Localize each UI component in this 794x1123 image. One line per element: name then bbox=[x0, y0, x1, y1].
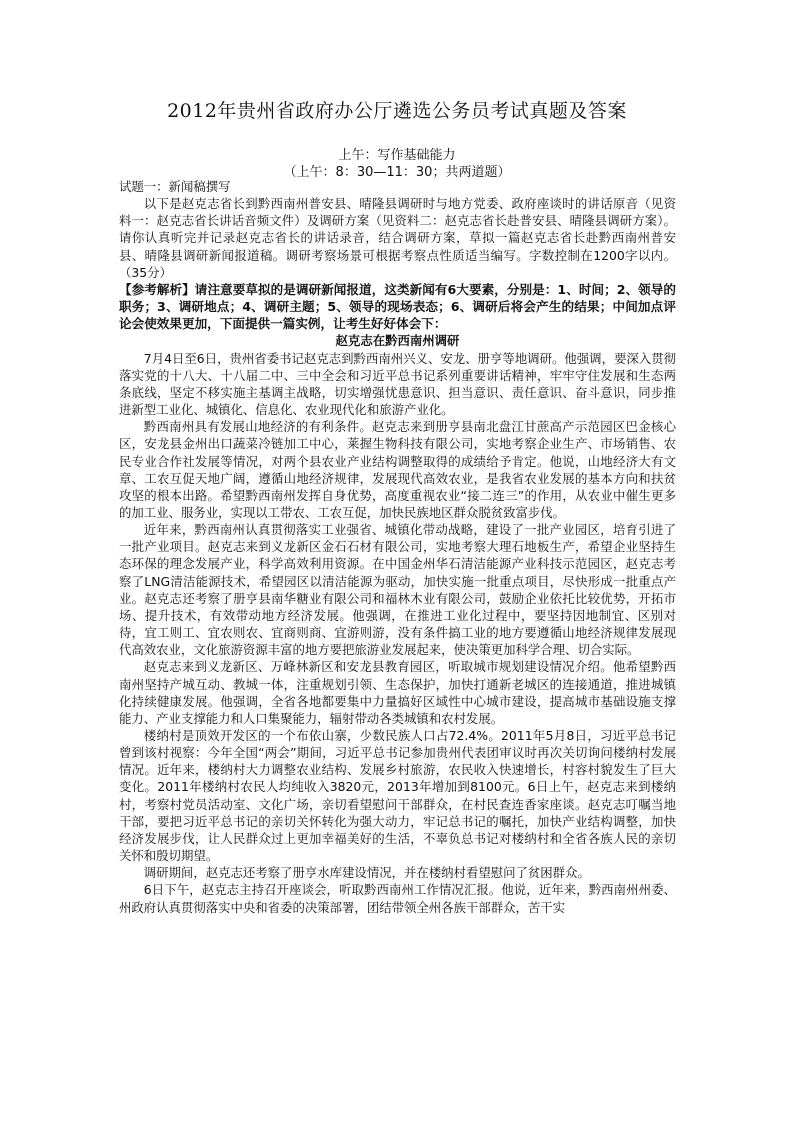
question-heading: 试题一：新闻稿撰写 bbox=[119, 179, 231, 194]
article-paragraph: 调研期间，赵克志还考察了册亨水库建设情况，并在楼纳村看望慰问了贫困群众。 bbox=[143, 865, 590, 881]
exam-subtitle: 上午：写作基础能力 bbox=[338, 148, 456, 163]
article-title: 赵克志在黔西南州调研 bbox=[335, 333, 460, 349]
reference-analysis: 【参考解析】请注意要草拟的是调研新闻报道，这类新闻有6大要素，分别是：1、时间；2、领导的职务；3、调研地点；4、调研主题；5、领导的现场表态；6、调研后将会产生的结果；中间加点评论会使效果更加，下面提供一篇实例，让考生好好体会下： bbox=[119, 281, 676, 332]
article-paragraph: 近年来，黔西南州认真贯彻落实工业强省、城镇化带动战略，建设了一批产业园区，培育引进了一批产业项目。赵克志来到义龙新区金石石材有限公司，实地考察大理石地板生产，希望企业坚持生态环保的理念发展产业，科学高效利用资源。在中国金州华石清洁能源产业科技示范园区，赵克志考察了LNG清洁能源技术，希望园区以清洁能源为驱动，加快实施一批重点项目，尽快形成一批重点产业。赵克志还考察了册亨县南华糖业有限公司和福林木业有限公司，鼓励企业依托比较优势，开拓市场、提升技术，有效带动地方经济发展。他强调，在推进工业化过程中，要坚持因地制宜、区别对待，宜工则工、宜农则农、宜商则商、宜游则游，没有条件搞工业的地方要遵循山地经济规律发展现代高效农业，文化旅游资源丰富的地方要把旅游业发展起来，使决策更加科学合理、切合实际。 bbox=[119, 522, 676, 658]
article-paragraph: 黔西南州具有发展山地经济的有利条件。赵克志来到册亨县南北盘江甘蔗高产示范园区巴金核心区，安龙县金州出口蔬菜冷链加工中心，莱握生物科技有限公司，实地考察企业生产、市场销售、农民专业合作社发展等情况，对两个县农业产业结构调整取得的成绩给予肯定。他说，山地经济大有文章、工农互促天地广阔，遵循山地经济规律，发展现代高效农业，是我省农业发展的基本方向和扶贫攻坚的根本出路。希望黔西南州发挥自身优势，高度重视农业“接二连三”的作用，从农业中催生更多的加工业、服务业，实现以工带农、工农互促，加快民族地区群众脱贫致富步伐。 bbox=[119, 419, 676, 520]
question-text: 以下是赵克志省长到黔西南州普安县、晴隆县调研时与地方党委、政府座谈时的讲话原音（见资料一：赵克志省长讲话音频文件）及调研方案（见资料二：赵克志省长赴普安县、晴隆县调研方案）。请你认真听完并记录赵克志省长的讲话录音，结合调研方案，草拟一篇赵克志省长赴黔西南州普安县、晴隆县调研新闻报道稿。调研考察场景可根据考察点性质适当编写。字数控制在1200字以内。（35分） bbox=[119, 196, 676, 280]
article-paragraph: 楼纳村是顶效开发区的一个布依山寨，少数民族人口占72.4%。2011年5月8日，习近平总书记曾到该村视察：今年全国“两会”期间，习近平总书记参加贵州代表团审议时再次关切询问楼纳村发展情况。近年来，楼纳村大力调整农业结构、发展乡村旅游，农民收入快速增长，村容村貌发生了巨大变化。2011年楼纳村农民人均纯收入3820元，2013年增加到8100元。6日上午，赵克志来到楼纳村，考察村党员活动室、文化广场，亲切看望慰问干部群众，在村民查连香家座谈。赵克志叮嘱当地干部，要把习近平总书记的亲切关怀转化为强大动力，牢记总书记的嘱托，加快产业结构调整，加快经济发展步伐，让人民群众过上更加幸福美好的生活，不辜负总书记对楼纳村和全省各族人民的亲切关怀和殷切期望。 bbox=[119, 728, 676, 864]
exam-time: （上午：8：30—11：30；共两道题） bbox=[283, 165, 511, 180]
document-body bbox=[119, 178, 676, 916]
article-paragraph: 赵克志来到义龙新区、万峰林新区和安龙县教育园区，听取城市规划建设情况介绍。他希望黔西南州坚持产城互动、教城一体，注重规划引领、生态保护，加快打通新老城区的连接通道，推进城镇化持续健康发展。他强调，全省各地都要集中力量搞好区域性中心城市建设，提高城市基础设施支撑能力、产业支撑能力和人口集聚能力，辐射带动各类城镇和农村发展。 bbox=[119, 659, 676, 726]
article-paragraph: 7月4日至6日，贵州省委书记赵克志到黔西南州兴义、安龙、册亨等地调研。他强调，要深入贯彻落实党的十八大、十八届二中、三中全会和习近平总书记系列重要讲话精神，牢牢守住发展和生态两条底线，坚定不移实施主基调主战略，切实增强忧患意识、担当意识、责任意识、奋斗意识，同步推进新型工业化、城镇化、信息化、农业现代化和旅游产业化。 bbox=[119, 350, 676, 418]
article-paragraph: 6日下午，赵克志主持召开座谈会，听取黔西南州工作情况汇报。他说，近年来，黔西南州州委、州政府认真贯彻落实中央和省委的决策部署，团结带领全州各族干部群众，苦干实 bbox=[119, 882, 676, 915]
document-title: 2012年贵州省政府办公厅遴选公务员考试真题及答案 bbox=[167, 100, 627, 122]
